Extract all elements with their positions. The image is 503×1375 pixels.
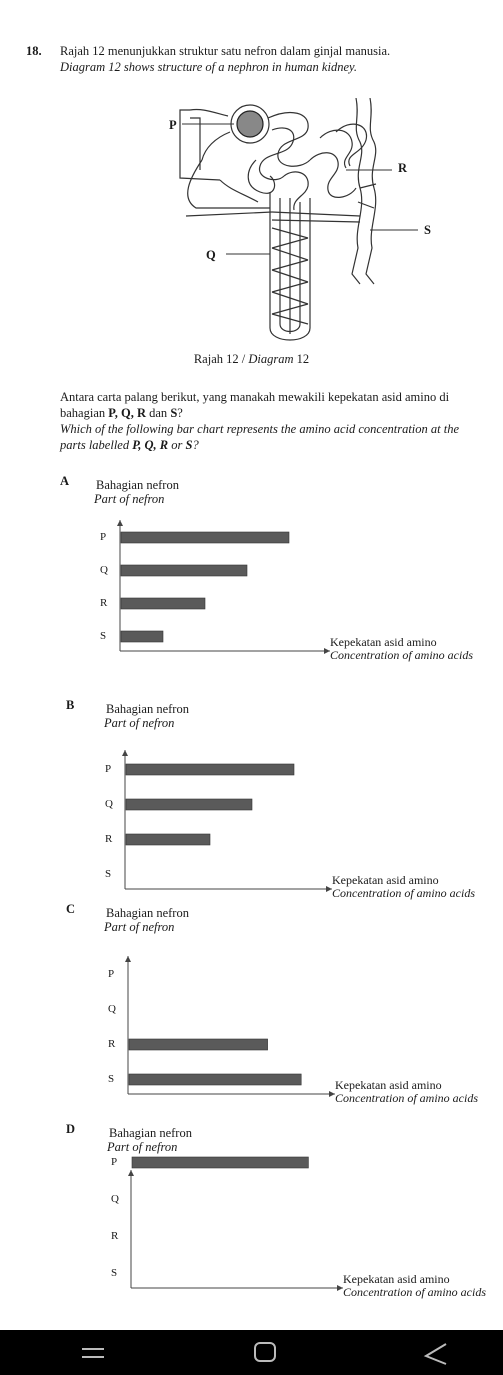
category-label-s: S [105,868,112,880]
category-label-s: S [108,1073,115,1085]
x-axis-title-en: Concentration of amino acids [332,886,475,900]
y-axis-title: Bahagian nefron [109,1126,192,1140]
x-axis-title-en: Concentration of amino acids [330,648,473,662]
bar-p [132,1157,308,1168]
y-axis-title: Bahagian nefron [106,906,189,920]
question-stem-ms: Rajah 12 menunjukkan struktur satu nefron dalam ginjal manusia. [60,44,391,58]
y-axis-title-en: Part of nefron [104,920,175,934]
y-axis-title: Bahagian nefron [96,478,179,492]
bar-p [126,764,294,775]
y-axis-arrow [128,1170,134,1176]
bar-p [121,532,289,543]
option-letter-a[interactable]: A [60,474,70,488]
category-label-q: Q [105,798,113,810]
bar-q [126,799,252,810]
prompt-en-line1: Which of the following bar chart represents the amino acid concentration at the [60,422,460,436]
menu-icon[interactable] [80,1344,106,1362]
x-axis-title: Kepekatan asid amino [335,1078,442,1092]
nephron-diagram [160,98,450,348]
category-label-q: Q [100,564,108,576]
label-q: Q [206,248,216,262]
category-label-s: S [111,1267,118,1279]
diagram-caption: Rajah 12 / Diagram 12 [193,352,310,366]
back-icon[interactable] [420,1340,450,1366]
category-label-r: R [111,1230,119,1242]
option-letter-b[interactable]: B [66,698,75,712]
category-label-p: P [108,968,115,980]
y-axis-arrow [122,750,128,756]
y-axis-arrow [117,520,123,526]
label-s: S [424,223,431,237]
home-icon[interactable] [252,1340,278,1364]
label-p: P [169,118,177,132]
bar-s [129,1074,301,1085]
prompt-ms-line1: Antara carta palang berikut, yang manakah mewakili kepekatan asid amino di [60,390,450,404]
navigation-bar [0,1330,503,1375]
x-axis-title-en: Concentration of amino acids [335,1091,478,1105]
question-number: 18. [26,44,42,58]
prompt-en-line2: parts labelled P, Q, R or S? [60,438,199,452]
category-label-r: R [100,597,108,609]
bar-r [121,598,205,609]
bar-q [121,565,247,576]
category-label-p: P [105,763,112,775]
question-stem-en: Diagram 12 shows structure of a nephron in human kidney. [60,60,357,74]
category-label-s: S [100,630,107,642]
category-label-p: P [100,531,107,543]
category-label-q: Q [111,1193,119,1205]
bar-r [129,1039,268,1050]
glomerulus [237,111,263,137]
option-letter-c[interactable]: C [66,902,76,916]
y-axis-title: Bahagian nefron [106,702,189,716]
x-axis-title: Kepekatan asid amino [330,635,437,649]
category-label-r: R [105,833,113,845]
label-r: R [398,161,408,175]
bar-r [126,834,210,845]
y-axis-arrow [125,956,131,962]
y-axis-title-en: Part of nefron [104,716,175,730]
x-axis-title-en: Concentration of amino acids [343,1285,486,1299]
y-axis-title-en: Part of nefron [107,1140,178,1154]
bar-s [121,631,163,642]
option-letter-d[interactable]: D [66,1122,76,1136]
prompt-ms-line2: bahagian P, Q, R dan S? [60,406,183,420]
category-label-q: Q [108,1003,116,1015]
x-axis-title: Kepekatan asid amino [332,873,439,887]
category-label-p: P [111,1156,118,1168]
x-axis-title: Kepekatan asid amino [343,1272,450,1286]
category-label-r: R [108,1038,116,1050]
y-axis-title-en: Part of nefron [94,492,165,506]
